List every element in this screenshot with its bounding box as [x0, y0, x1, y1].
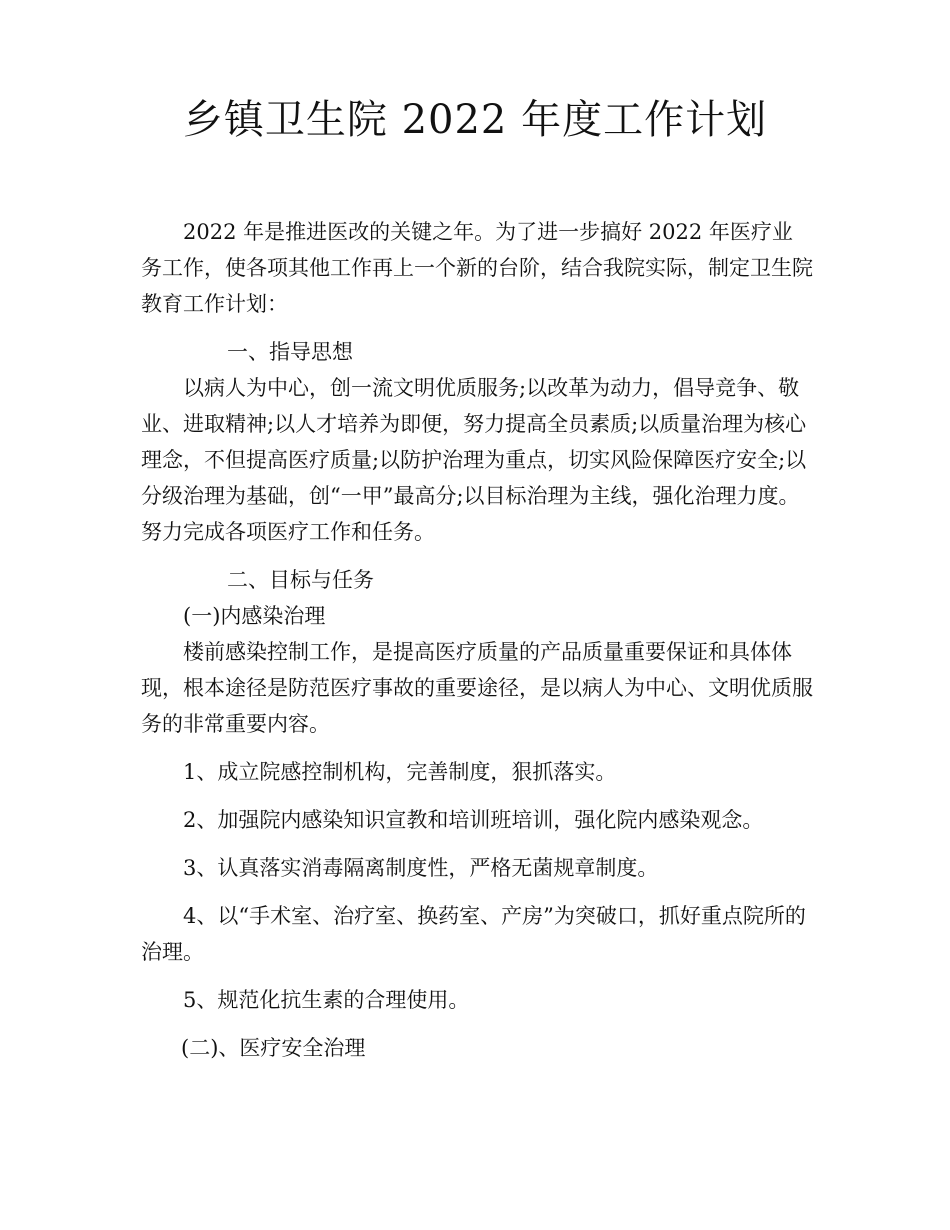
- paragraph-infection: 楼前感染控制工作，是提高医疗质量的产品质量重要保证和具体体现，根本途径是防范医疗事故的重要途径，是以病人为中心、文明优质服务的非常重要内容。: [141, 640, 813, 736]
- subsection-heading-safety: (二)、医疗安全治理: [181, 1036, 366, 1060]
- list-item: 3、认真落实消毒隔离制度性，严格无菌规章制度。: [183, 856, 659, 880]
- section-heading-goals: 二、目标与任务: [227, 568, 374, 592]
- section-heading-guiding: 一、指导思想: [227, 340, 353, 364]
- paragraph-guiding: 以病人为中心，创一流文明优质服务;以改革为动力，倡导竞争、敬业、进取精神;以人才培养为即便，努力提高全员素质;以质量治理为核心理念，不但提高医疗质量;以防护治理为重点，切实风险保障医疗安全;以分级治理为基础，创“一甲”最高分;以目标治理为主线，强化治理力度。努力完成各项医疗工作和任务。: [141, 376, 807, 544]
- document-body: [141, 214, 813, 1066]
- paragraph-intro: 2022 年是推进医改的关键之年。为了进一步搞好 2022 年医疗业务工作，使各项其他工作再上一个新的台阶，结合我院实际，制定卫生院教育工作计划：: [141, 220, 813, 316]
- document-title: 乡镇卫生院 2022 年度工作计划: [182, 97, 768, 143]
- list-item: 1、成立院感控制机构，完善制度，狠抓落实。: [183, 760, 617, 784]
- list-item: 2、加强院内感染知识宣教和培训班培训，强化院内感染观念。: [183, 808, 764, 832]
- list-item: 4、以“手术室、治疗室、换药室、产房”为突破口，抓好重点院所的治理。: [141, 904, 806, 964]
- subsection-heading-infection: (一)内感染治理: [183, 604, 326, 628]
- list-item: 5、规范化抗生素的合理使用。: [183, 988, 470, 1012]
